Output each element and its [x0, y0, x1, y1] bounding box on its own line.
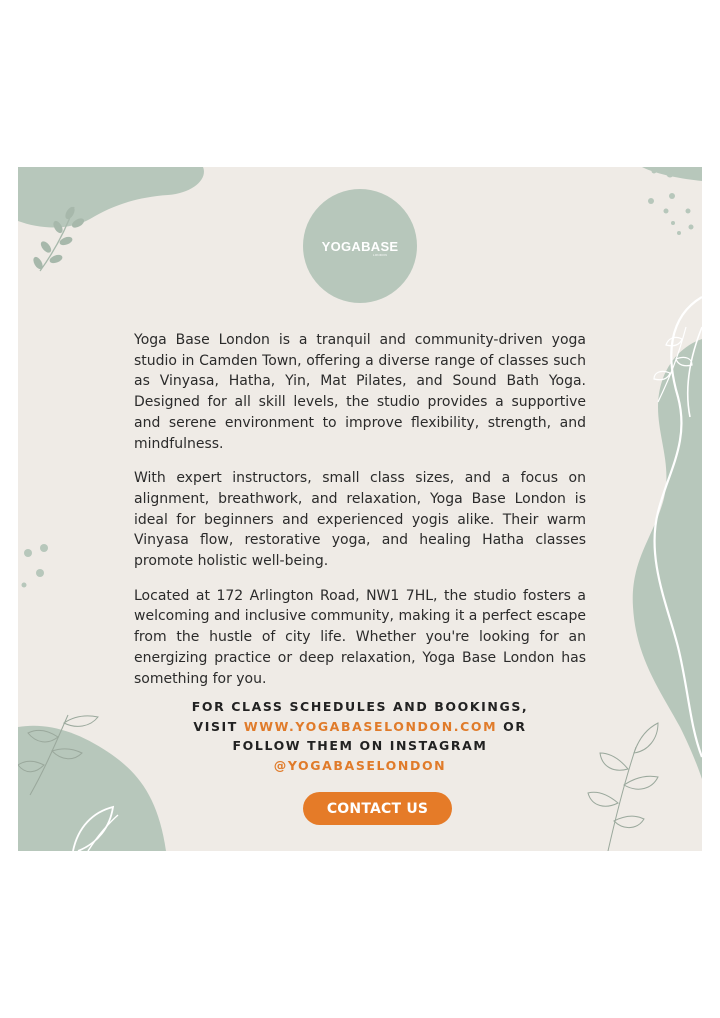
cta-visit-prefix: VISIT — [193, 718, 244, 734]
cta-visit-suffix: OR — [497, 718, 527, 734]
cta-line-2 — [130, 717, 590, 737]
paragraph-location: Located at 172 Arlington Road, NW1 7HL, the studio fosters a welcoming and inclusive community, making it a perfect escape from the hustle of city life. Whether you're looking for an energizing practice or deep relaxation, Yoga Base London has something for you. — [134, 587, 586, 687]
dot-cluster-icon-left — [22, 544, 49, 588]
contact-us-button[interactable]: CONTACT US — [303, 792, 452, 825]
cta-line-3: FOLLOW THEM ON INSTAGRAM — [232, 738, 488, 753]
yogabase-logo — [303, 189, 417, 303]
cta-line-1: FOR CLASS SCHEDULES AND BOOKINGS, — [191, 699, 529, 714]
top-left-blob — [18, 167, 204, 228]
paragraph-instructors: With expert instructors, small class sizes, and a focus on alignment, breathwork, and relaxation, Yoga Base London is ideal for beginners and experienced yogis alike. Their warm Vinyasa flow, restorative yoga, and healing Hatha classes promote holistic well-being. — [134, 470, 586, 570]
body-text — [134, 330, 586, 703]
website-link[interactable]: WWW.YOGABASELONDON.COM — [243, 718, 498, 734]
instagram-handle[interactable]: @YOGABASELONDON — [273, 757, 447, 773]
leaf-branch-icon-bottom-right — [588, 723, 658, 851]
logo-text: YOGABASE — [321, 238, 399, 254]
paragraph-intro: Yoga Base London is a tranquil and community-driven yoga studio in Camden Town, offering a diverse range of classes such as Vinyasa, Hatha, Yin, Mat Pilates, and Sound Bath Yoga. Designed for all skill levels, the studio provides a supportive and serene environment to improve flexibility, strength, and mindfulness. — [134, 332, 586, 452]
call-to-action — [130, 697, 590, 775]
logo-subtext: LONDON — [372, 252, 388, 257]
flyer-card — [18, 167, 702, 851]
